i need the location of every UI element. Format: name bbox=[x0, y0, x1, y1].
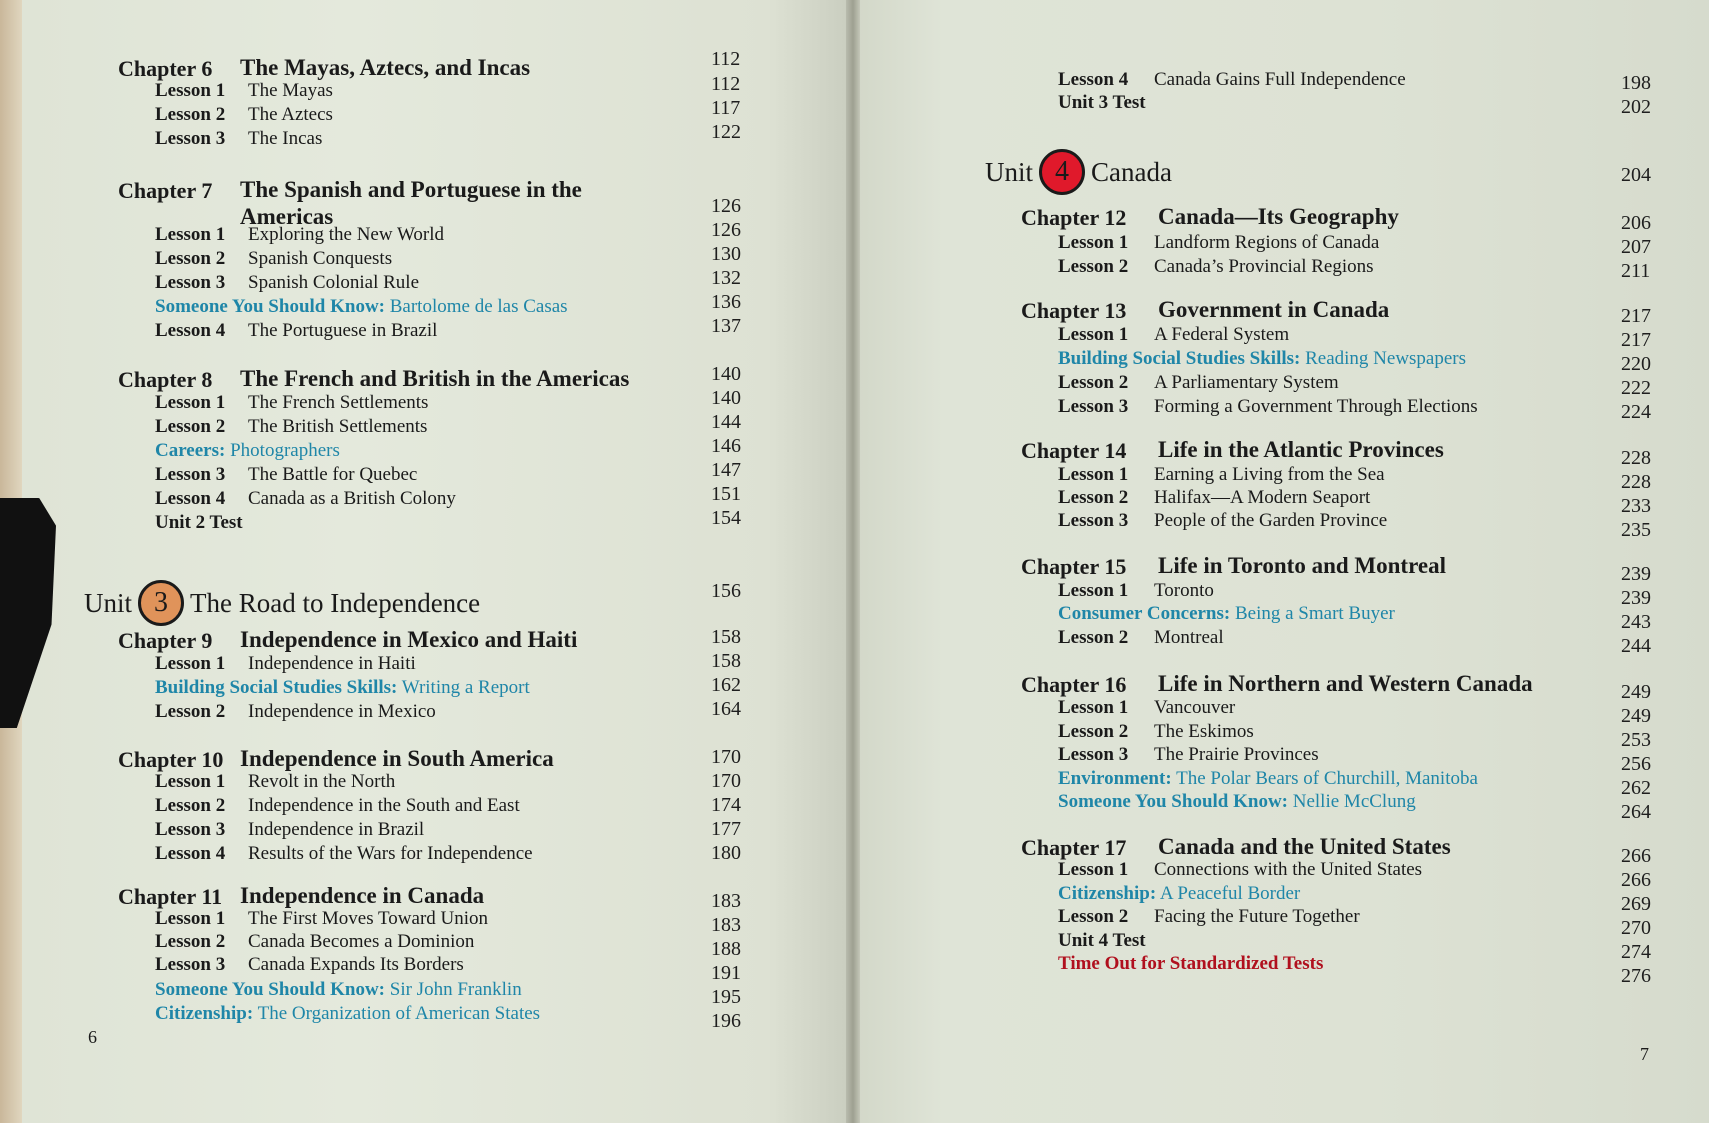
lesson-title: Spanish Conquests bbox=[248, 248, 393, 269]
toc-page-number: 253 bbox=[1621, 729, 1651, 751]
toc-page-number: 137 bbox=[711, 315, 741, 337]
toc-feature-entry[interactable] bbox=[155, 678, 530, 697]
feature-label: Citizenship: bbox=[1058, 883, 1157, 904]
toc-page-number: 170 bbox=[711, 770, 741, 792]
toc-page-number: 112 bbox=[711, 73, 741, 95]
lesson-label: Lesson 2 bbox=[155, 795, 226, 816]
toc-lesson-entry[interactable] bbox=[1058, 464, 1385, 485]
toc-lesson-entry[interactable] bbox=[1058, 256, 1374, 277]
toc-page-number: 140 bbox=[711, 387, 741, 409]
chapter-label: Chapter 12 bbox=[1021, 205, 1127, 230]
chapter-label: Chapter 15 bbox=[1021, 554, 1127, 579]
toc-page-number: 132 bbox=[711, 267, 741, 289]
toc-page-number: 147 bbox=[711, 459, 741, 481]
toc-chapter-entry[interactable] bbox=[1021, 204, 1399, 230]
toc-page-number: 243 bbox=[1621, 611, 1651, 633]
chapter-title: The Spanish and Portuguese in the bbox=[240, 177, 582, 202]
toc-unit-test-entry[interactable]: Unit 4 Test bbox=[1058, 930, 1146, 951]
chapter-label: Chapter 17 bbox=[1021, 835, 1127, 860]
toc-lesson-entry[interactable] bbox=[155, 464, 418, 485]
feature-title: A Peaceful Border bbox=[1159, 883, 1301, 904]
lesson-title: The Eskimos bbox=[1154, 721, 1254, 742]
lesson-label: Lesson 2 bbox=[155, 248, 226, 269]
lesson-title: Earning a Living from the Sea bbox=[1154, 464, 1385, 485]
chapter-label: Chapter 9 bbox=[118, 628, 213, 653]
lesson-label: Lesson 3 bbox=[155, 128, 226, 149]
toc-lesson-entry[interactable] bbox=[155, 416, 428, 437]
chapter-label: Chapter 7 bbox=[118, 178, 213, 203]
toc-page-number: 122 bbox=[711, 121, 741, 143]
unit-number-badge: 4 bbox=[1039, 149, 1085, 195]
lesson-label: Lesson 1 bbox=[155, 80, 226, 101]
lesson-title: Spanish Colonial Rule bbox=[248, 272, 419, 293]
toc-lesson-entry[interactable] bbox=[1058, 232, 1380, 253]
lesson-title: Independence in Mexico bbox=[248, 701, 436, 722]
lesson-label: Lesson 1 bbox=[155, 224, 226, 245]
toc-lesson-entry[interactable] bbox=[155, 80, 333, 101]
toc-page-number: 162 bbox=[711, 674, 741, 696]
toc-page-number: 204 bbox=[1621, 164, 1651, 186]
lesson-title: The French Settlements bbox=[248, 392, 429, 413]
lesson-title: Canada Expands Its Borders bbox=[248, 954, 464, 975]
lesson-label: Lesson 1 bbox=[1058, 464, 1129, 485]
toc-lesson-entry[interactable] bbox=[1058, 627, 1224, 648]
lesson-title: The First Moves Toward Union bbox=[248, 908, 489, 929]
toc-page-number: 235 bbox=[1621, 519, 1651, 541]
chapter-title: Independence in South America bbox=[240, 746, 554, 771]
toc-feature-entry[interactable] bbox=[1058, 604, 1395, 623]
lesson-label: Lesson 2 bbox=[155, 701, 226, 722]
toc-page-number: 270 bbox=[1621, 917, 1651, 939]
toc-lesson-entry[interactable] bbox=[1058, 744, 1319, 765]
feature-title: Being a Smart Buyer bbox=[1234, 603, 1395, 624]
lesson-label: Lesson 1 bbox=[155, 392, 226, 413]
lesson-title: Halifax—A Modern Seaport bbox=[1154, 487, 1371, 508]
toc-page-number: 126 bbox=[711, 219, 741, 241]
lesson-label: Lesson 1 bbox=[155, 653, 226, 674]
toc-page-number: 224 bbox=[1621, 401, 1651, 423]
toc-lesson-entry[interactable] bbox=[155, 488, 456, 509]
toc-page-number: 188 bbox=[711, 938, 741, 960]
toc-chapter-entry[interactable] bbox=[1021, 297, 1390, 323]
toc-page-number: 207 bbox=[1621, 236, 1651, 258]
toc-lesson-entry[interactable] bbox=[1058, 906, 1360, 927]
lesson-label: Lesson 2 bbox=[1058, 256, 1129, 277]
chapter-label: Chapter 11 bbox=[118, 884, 223, 909]
toc-page-number: 233 bbox=[1621, 495, 1651, 517]
toc-chapter-entry[interactable] bbox=[118, 177, 582, 229]
chapter-label: Chapter 14 bbox=[1021, 438, 1127, 463]
toc-page-number: 158 bbox=[711, 650, 741, 672]
toc-page-number: 228 bbox=[1621, 471, 1651, 493]
toc-lesson-entry[interactable] bbox=[155, 931, 475, 952]
toc-unit-test-entry[interactable]: Unit 3 Test bbox=[1058, 92, 1146, 113]
lesson-label: Lesson 3 bbox=[155, 819, 226, 840]
lesson-label: Lesson 4 bbox=[155, 488, 226, 509]
toc-lesson-entry[interactable] bbox=[155, 908, 489, 929]
lesson-title: The Mayas bbox=[248, 80, 333, 101]
toc-page-number: 151 bbox=[711, 483, 741, 505]
lesson-title: A Federal System bbox=[1154, 324, 1290, 345]
toc-feature-entry[interactable] bbox=[1058, 349, 1466, 368]
lesson-title: Canada as a British Colony bbox=[248, 488, 456, 509]
feature-title: Bartolome de las Casas bbox=[389, 296, 568, 317]
lesson-title: Exploring the New World bbox=[248, 224, 445, 245]
lesson-label: Lesson 4 bbox=[1058, 69, 1129, 90]
chapter-label: Chapter 8 bbox=[118, 367, 213, 392]
chapter-title: The French and British in the Americas bbox=[240, 366, 630, 391]
toc-page-number: 228 bbox=[1621, 447, 1651, 469]
lesson-label: Lesson 2 bbox=[155, 104, 226, 125]
page-number-left: 6 bbox=[88, 1027, 97, 1047]
unit-number-badge: 3 bbox=[138, 580, 184, 626]
lesson-title: Canada Gains Full Independence bbox=[1154, 69, 1406, 90]
lesson-title: Connections with the United States bbox=[1154, 859, 1423, 880]
toc-lesson-entry[interactable] bbox=[155, 272, 419, 293]
toc-page-number: 274 bbox=[1621, 941, 1651, 963]
toc-lesson-entry[interactable] bbox=[155, 843, 533, 864]
toc-page-number: 126 bbox=[711, 195, 741, 217]
toc-page-number: 239 bbox=[1621, 563, 1651, 585]
chapter-title: Life in Toronto and Montreal bbox=[1158, 553, 1446, 578]
toc-lesson-entry[interactable] bbox=[1058, 580, 1214, 601]
toc-page-number: 144 bbox=[711, 411, 741, 433]
toc-page-number: 183 bbox=[711, 914, 741, 936]
toc-lesson-entry[interactable] bbox=[1058, 487, 1371, 508]
lesson-label: Lesson 3 bbox=[1058, 510, 1129, 531]
toc-lesson-entry[interactable] bbox=[155, 954, 464, 975]
toc-page-number: 249 bbox=[1621, 705, 1651, 727]
lesson-title: Landform Regions of Canada bbox=[1154, 232, 1380, 253]
toc-feature-entry[interactable] bbox=[155, 980, 522, 999]
toc-lesson-entry[interactable] bbox=[155, 653, 416, 674]
lesson-label: Lesson 1 bbox=[1058, 859, 1129, 880]
lesson-title: Canada’s Provincial Regions bbox=[1154, 256, 1374, 277]
lesson-title: The Incas bbox=[248, 128, 323, 149]
chapter-label: Chapter 16 bbox=[1021, 672, 1127, 697]
toc-lesson-entry[interactable] bbox=[155, 248, 393, 269]
book-gutter bbox=[846, 0, 860, 1123]
unit-title: Canada bbox=[1091, 157, 1172, 188]
toc-feature-entry[interactable] bbox=[1058, 792, 1416, 811]
toc-page-number: 112 bbox=[711, 48, 741, 70]
toc-feature-entry[interactable] bbox=[155, 441, 340, 460]
toc-feature-entry[interactable] bbox=[1058, 884, 1300, 903]
toc-chapter-entry[interactable] bbox=[118, 883, 485, 909]
feature-title: Photographers bbox=[230, 440, 340, 461]
feature-title: The Polar Bears of Churchill, Manitoba bbox=[1176, 768, 1478, 789]
toc-lesson-entry[interactable] bbox=[1058, 697, 1236, 718]
toc-page-number: 177 bbox=[711, 818, 741, 840]
toc-chapter-entry[interactable] bbox=[1021, 834, 1451, 860]
lesson-title: Independence in Brazil bbox=[248, 819, 425, 840]
lesson-title: Independence in Haiti bbox=[248, 653, 416, 674]
lesson-label: Lesson 2 bbox=[155, 931, 226, 952]
toc-lesson-entry[interactable] bbox=[1058, 69, 1406, 90]
lesson-label: Lesson 1 bbox=[1058, 232, 1129, 253]
toc-page-number: 146 bbox=[711, 435, 741, 457]
toc-page-number: 262 bbox=[1621, 777, 1651, 799]
toc-chapter-entry[interactable] bbox=[1021, 437, 1444, 463]
toc-page-number: 198 bbox=[1621, 72, 1651, 94]
toc-lesson-entry[interactable] bbox=[1058, 372, 1339, 393]
toc-lesson-entry[interactable] bbox=[155, 392, 429, 413]
toc-page-number: 264 bbox=[1621, 801, 1651, 823]
chapter-title: Government in Canada bbox=[1158, 297, 1390, 322]
lesson-title: The Portuguese in Brazil bbox=[248, 320, 438, 341]
chapter-title-line2: Americas bbox=[240, 204, 334, 229]
feature-label: Consumer Concerns: bbox=[1058, 603, 1231, 624]
lesson-label: Lesson 2 bbox=[1058, 487, 1129, 508]
toc-lesson-entry[interactable] bbox=[155, 701, 436, 722]
toc-page-number: 140 bbox=[711, 363, 741, 385]
lesson-title: Independence in the South and East bbox=[248, 795, 520, 816]
lesson-title: Toronto bbox=[1154, 580, 1214, 601]
lesson-title: A Parliamentary System bbox=[1154, 372, 1339, 393]
lesson-label: Lesson 2 bbox=[1058, 721, 1129, 742]
feature-label: Someone You Should Know: bbox=[155, 979, 385, 1000]
lesson-title: The British Settlements bbox=[248, 416, 428, 437]
toc-page-number: 217 bbox=[1621, 329, 1651, 351]
page-number-right: 7 bbox=[1640, 1044, 1649, 1064]
lesson-label: Lesson 2 bbox=[155, 416, 226, 437]
toc-page-number: 183 bbox=[711, 890, 741, 912]
toc-lesson-entry[interactable] bbox=[155, 224, 445, 245]
toc-page-number: 220 bbox=[1621, 353, 1651, 375]
feature-label: Building Social Studies Skills: bbox=[155, 677, 398, 698]
lesson-title: The Battle for Quebec bbox=[248, 464, 418, 485]
toc-page-number: 195 bbox=[711, 986, 741, 1008]
toc-page-number: 180 bbox=[711, 842, 741, 864]
lesson-title: Forming a Government Through Elections bbox=[1154, 396, 1478, 417]
toc-page-number: 249 bbox=[1621, 681, 1651, 703]
lesson-label: Lesson 1 bbox=[1058, 580, 1129, 601]
toc-lesson-entry[interactable] bbox=[1058, 396, 1478, 417]
lesson-title: Revolt in the North bbox=[248, 771, 396, 792]
toc-lesson-entry[interactable] bbox=[1058, 859, 1423, 880]
toc-special-entry[interactable]: Time Out for Standardized Tests bbox=[1058, 953, 1324, 974]
toc-page-number: 164 bbox=[711, 698, 741, 720]
lesson-label: Lesson 2 bbox=[1058, 627, 1129, 648]
lesson-label: Lesson 2 bbox=[1058, 372, 1129, 393]
feature-label: Citizenship: bbox=[155, 1003, 254, 1024]
toc-page-number: 239 bbox=[1621, 587, 1651, 609]
toc-page-number: 174 bbox=[711, 794, 741, 816]
toc-chapter-entry[interactable] bbox=[118, 746, 554, 772]
toc-lesson-entry[interactable] bbox=[1058, 721, 1254, 742]
toc-unit-heading[interactable] bbox=[985, 152, 1172, 198]
toc-chapter-entry[interactable] bbox=[1021, 671, 1533, 697]
chapter-title: Life in Northern and Western Canada bbox=[1158, 671, 1533, 696]
toc-page-number: 211 bbox=[1621, 260, 1651, 282]
unit-title: The Road to Independence bbox=[190, 588, 481, 619]
toc-page-number: 276 bbox=[1621, 965, 1651, 987]
toc-lesson-entry[interactable] bbox=[155, 128, 323, 149]
toc-page-number: 158 bbox=[711, 626, 741, 648]
toc-page-number: 196 bbox=[711, 1010, 741, 1032]
chapter-title: Life in the Atlantic Provinces bbox=[1158, 437, 1444, 462]
toc-page-number: 202 bbox=[1621, 96, 1651, 118]
lesson-label: Lesson 3 bbox=[1058, 744, 1129, 765]
lesson-label: Lesson 3 bbox=[155, 954, 226, 975]
feature-label: Environment: bbox=[1058, 768, 1172, 789]
feature-label: Someone You Should Know: bbox=[1058, 791, 1288, 812]
lesson-title: Canada Becomes a Dominion bbox=[248, 931, 475, 952]
toc-page-number: 154 bbox=[711, 507, 741, 529]
chapter-title: Independence in Mexico and Haiti bbox=[240, 627, 578, 652]
toc-page-number: 206 bbox=[1621, 212, 1651, 234]
chapter-label: Chapter 10 bbox=[118, 747, 224, 772]
lesson-label: Lesson 2 bbox=[1058, 906, 1129, 927]
lesson-title: The Prairie Provinces bbox=[1154, 744, 1319, 765]
chapter-title: Canada—Its Geography bbox=[1158, 204, 1399, 229]
toc-feature-entry[interactable] bbox=[155, 297, 568, 316]
toc-chapter-entry[interactable] bbox=[118, 627, 578, 653]
feature-title: Nellie McClung bbox=[1292, 791, 1416, 812]
unit-label: Unit bbox=[84, 588, 133, 619]
toc-lesson-entry[interactable] bbox=[1058, 510, 1388, 531]
toc-page-number: 156 bbox=[711, 580, 741, 602]
feature-title: Reading Newspapers bbox=[1305, 348, 1467, 369]
toc-unit-test-entry[interactable]: Unit 2 Test bbox=[155, 512, 243, 533]
toc-page-number: 191 bbox=[711, 962, 741, 984]
chapter-label: Chapter 13 bbox=[1021, 298, 1127, 323]
lesson-label: Lesson 1 bbox=[155, 771, 226, 792]
toc-chapter-entry[interactable] bbox=[118, 55, 531, 81]
feature-label: Someone You Should Know: bbox=[155, 296, 385, 317]
toc-feature-entry[interactable] bbox=[155, 1004, 540, 1023]
toc-lesson-entry[interactable] bbox=[155, 104, 333, 125]
lesson-title: People of the Garden Province bbox=[1154, 510, 1388, 531]
toc-page-number: 170 bbox=[711, 746, 741, 768]
toc-page-number: 266 bbox=[1621, 869, 1651, 891]
toc-page-number: 269 bbox=[1621, 893, 1651, 915]
feature-title: The Organization of American States bbox=[257, 1003, 541, 1024]
lesson-title: The Aztecs bbox=[248, 104, 333, 125]
lesson-title: Results of the Wars for Independence bbox=[248, 843, 533, 864]
toc-unit-heading[interactable] bbox=[84, 583, 480, 629]
toc-lesson-entry[interactable] bbox=[155, 795, 520, 816]
toc-lesson-entry[interactable] bbox=[155, 320, 438, 341]
feature-label: Building Social Studies Skills: bbox=[1058, 348, 1301, 369]
toc-lesson-entry[interactable] bbox=[155, 771, 396, 792]
toc-page-number: 266 bbox=[1621, 845, 1651, 867]
toc-chapter-entry[interactable] bbox=[1021, 553, 1446, 579]
toc-page-number: 256 bbox=[1621, 753, 1651, 775]
chapter-label: Chapter 6 bbox=[118, 56, 213, 81]
chapter-title: Canada and the United States bbox=[1158, 834, 1451, 859]
lesson-label: Lesson 4 bbox=[155, 843, 226, 864]
toc-page-number: 117 bbox=[711, 97, 741, 119]
lesson-label: Lesson 3 bbox=[155, 272, 226, 293]
feature-title: Writing a Report bbox=[401, 677, 530, 698]
lesson-title: Montreal bbox=[1154, 627, 1224, 648]
lesson-title: Facing the Future Together bbox=[1154, 906, 1360, 927]
toc-lesson-entry[interactable] bbox=[155, 819, 425, 840]
feature-title: Sir John Franklin bbox=[389, 979, 522, 1000]
toc-page-number: 130 bbox=[711, 243, 741, 265]
chapter-title: The Mayas, Aztecs, and Incas bbox=[240, 55, 531, 80]
lesson-label: Lesson 4 bbox=[155, 320, 226, 341]
toc-page-number: 217 bbox=[1621, 305, 1651, 327]
lesson-label: Lesson 1 bbox=[1058, 324, 1129, 345]
lesson-label: Lesson 3 bbox=[155, 464, 226, 485]
lesson-title: Vancouver bbox=[1154, 697, 1236, 718]
toc-chapter-entry[interactable] bbox=[118, 366, 630, 392]
feature-label: Careers: bbox=[155, 440, 226, 461]
toc-lesson-entry[interactable] bbox=[1058, 324, 1290, 345]
toc-feature-entry[interactable] bbox=[1058, 769, 1478, 788]
toc-page-number: 222 bbox=[1621, 377, 1651, 399]
toc-page-number: 136 bbox=[711, 291, 741, 313]
toc-page-number: 244 bbox=[1621, 635, 1651, 657]
lesson-label: Lesson 3 bbox=[1058, 396, 1129, 417]
chapter-title: Independence in Canada bbox=[240, 883, 485, 908]
lesson-label: Lesson 1 bbox=[1058, 697, 1129, 718]
unit-label: Unit bbox=[985, 157, 1034, 188]
lesson-label: Lesson 1 bbox=[155, 908, 226, 929]
